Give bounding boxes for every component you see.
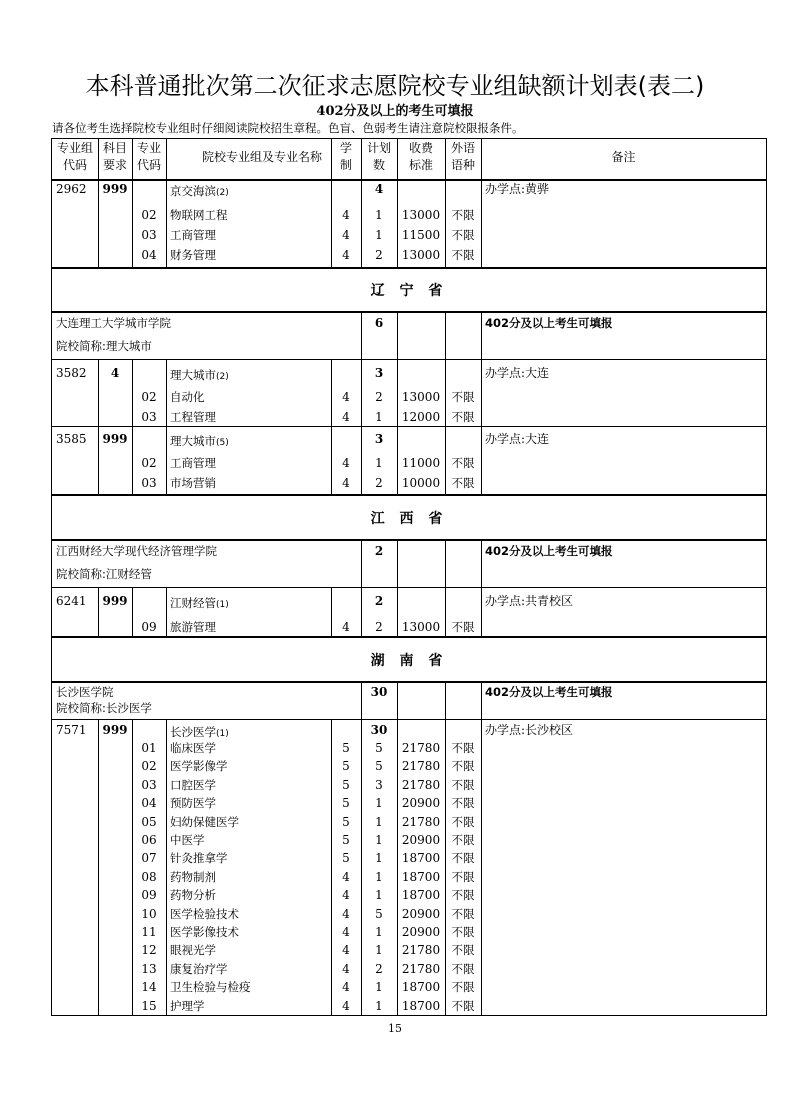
column-rule: [445, 587, 446, 636]
major-code: 03: [141, 476, 157, 490]
group-7571-code: 7571: [56, 723, 87, 737]
major-language: 不限: [451, 869, 475, 884]
major-plan: 1: [375, 410, 383, 424]
major-name: 预防医学: [170, 796, 216, 811]
notice-text: 请各位考生选择院校专业组时仔细阅读院校招生章程。色盲、色弱考生请注意院校限报条件。: [52, 121, 524, 135]
major-fee: 18700: [401, 980, 441, 995]
header-years: 学 制: [339, 141, 352, 172]
group-name-suffix: (1): [216, 729, 229, 739]
column-rule: [445, 359, 446, 426]
major-code: 02: [141, 208, 157, 222]
column-rule: [166, 359, 167, 426]
header-plan: 计划 数: [366, 141, 391, 172]
group-name-text: 长沙医学: [170, 725, 216, 739]
major-name: 财务管理: [170, 248, 216, 262]
group-3585-code: 3585: [56, 432, 87, 446]
major-plan: 2: [375, 248, 383, 262]
column-rule: [361, 426, 362, 494]
column-rule: [445, 681, 446, 719]
group-2962-note: 办学点:黄骅: [485, 182, 550, 196]
column-rule: [361, 539, 362, 587]
group-3585-note: 办学点:大连: [485, 432, 550, 446]
major-code: 08: [141, 869, 157, 884]
major-plan: 1: [375, 998, 383, 1013]
major-code: 15: [141, 998, 157, 1013]
page-subtitle: 402分及以上的考生可填报: [316, 104, 474, 119]
major-language: 不限: [451, 410, 475, 424]
header-name: 院校专业组及专业名称: [201, 150, 322, 164]
column-rule: [481, 311, 482, 359]
jiangxi-school-name: 江西财经大学现代经济管理学院: [56, 544, 217, 558]
column-rule: [481, 359, 482, 426]
major-code: 09: [141, 888, 157, 903]
major-code: 10: [141, 906, 157, 921]
major-name: 妇幼保健医学: [170, 814, 239, 829]
major-years: 5: [342, 814, 350, 829]
major-fee: 20900: [401, 925, 441, 939]
table-rule: [52, 267, 766, 269]
major-language: 不限: [451, 796, 475, 811]
major-code: 06: [141, 833, 157, 847]
column-rule: [397, 311, 398, 359]
table-rule: [52, 179, 766, 181]
column-rule: [397, 179, 398, 267]
group-name-text: 江财经管: [170, 596, 216, 610]
major-plan: 1: [375, 228, 383, 242]
major-name: 眼视光学: [170, 943, 216, 958]
major-years: 4: [342, 620, 350, 634]
major-fee: 21780: [401, 759, 441, 774]
major-fee: 13000: [401, 390, 441, 404]
major-code: 12: [141, 943, 157, 958]
group-3585-plan: 3: [374, 432, 384, 446]
major-plan: 2: [375, 620, 383, 634]
header-language: 外语 语种: [450, 141, 475, 172]
major-years: 4: [342, 925, 350, 939]
major-fee: 21780: [401, 961, 441, 976]
major-years: 4: [342, 998, 350, 1013]
column-rule: [166, 139, 167, 179]
major-fee: 21780: [401, 777, 441, 792]
group-6241-plan: 2: [374, 594, 384, 608]
major-fee: 20900: [401, 796, 441, 811]
column-rule: [166, 719, 167, 1016]
major-code: 02: [141, 456, 157, 470]
major-fee: 18700: [401, 851, 441, 866]
column-rule: [445, 311, 446, 359]
header-remarks: 备注: [611, 150, 636, 164]
table-rule: [52, 681, 766, 683]
column-rule: [445, 539, 446, 587]
dalian-school-plan: 6: [374, 316, 384, 330]
major-years: 5: [342, 833, 350, 847]
major-years: 4: [342, 961, 350, 976]
group-3582-code: 3582: [56, 366, 87, 380]
column-rule: [445, 719, 446, 1016]
major-plan: 1: [375, 851, 383, 866]
hunan-school-plan: 30: [370, 685, 388, 699]
major-code: 13: [141, 961, 157, 976]
major-name: 旅游管理: [170, 620, 216, 634]
jiangxi-school-note: 402分及以上考生可填报: [485, 544, 613, 558]
group-name-text: 理大城市: [170, 368, 216, 382]
major-code: 05: [141, 814, 157, 829]
column-rule: [397, 681, 398, 719]
major-language: 不限: [451, 943, 475, 958]
jiangxi-school-abbr: 院校简称:江财经管: [56, 567, 152, 581]
major-code: 03: [141, 777, 157, 792]
column-rule: [397, 587, 398, 636]
major-name: 工程管理: [170, 410, 216, 424]
dalian-school-name: 大连理工大学城市学院: [56, 316, 171, 330]
major-years: 4: [342, 943, 350, 958]
major-code: 03: [141, 410, 157, 424]
major-plan: 1: [375, 888, 383, 903]
column-rule: [397, 139, 398, 179]
column-rule: [361, 719, 362, 1016]
header-major-code: 专业 代码: [136, 141, 161, 172]
column-rule: [98, 179, 99, 267]
group-6241-name: [170, 595, 229, 613]
column-rule: [361, 179, 362, 267]
group-name-suffix: (5): [216, 438, 229, 448]
major-name: 护理学: [170, 998, 205, 1013]
major-language: 不限: [451, 925, 475, 939]
column-rule: [331, 426, 332, 494]
major-plan: 1: [375, 456, 383, 470]
major-plan: 5: [375, 741, 383, 755]
major-language: 不限: [451, 208, 475, 222]
column-rule: [98, 426, 99, 494]
column-rule: [132, 587, 133, 636]
major-name: 物联网工程: [170, 208, 228, 222]
dalian-school-abbr: 院校简称:理大城市: [56, 339, 152, 353]
major-years: 4: [342, 390, 350, 404]
group-2962-subject: 999: [102, 182, 128, 196]
column-rule: [361, 311, 362, 359]
column-rule: [361, 681, 362, 719]
table-rule: [52, 494, 766, 496]
group-name-text: 京交海滨: [170, 184, 216, 198]
column-rule: [132, 719, 133, 1016]
column-rule: [445, 179, 446, 267]
page-number: 15: [388, 1022, 402, 1035]
major-years: 5: [342, 851, 350, 866]
major-language: 不限: [451, 620, 475, 634]
column-rule: [481, 587, 482, 636]
column-rule: [98, 139, 99, 179]
major-name: 医学检验技术: [170, 906, 239, 921]
table-rule: [52, 587, 766, 588]
major-years: 4: [342, 248, 350, 262]
major-language: 不限: [451, 777, 475, 792]
group-name-suffix: (2): [216, 188, 229, 198]
header-fee: 收费 标准: [408, 141, 433, 172]
major-plan: 1: [375, 943, 383, 958]
major-years: 4: [342, 888, 350, 903]
column-rule: [166, 179, 167, 267]
major-language: 不限: [451, 476, 475, 490]
major-plan: 1: [375, 796, 383, 811]
group-2962-code: 2962: [56, 182, 87, 196]
major-years: 4: [342, 869, 350, 884]
group-6241-subject: 999: [102, 594, 128, 608]
major-years: 4: [342, 456, 350, 470]
major-fee: 20900: [401, 906, 441, 921]
major-language: 不限: [451, 998, 475, 1013]
major-fee: 13000: [401, 248, 441, 262]
major-name: 康复治疗学: [170, 961, 228, 976]
major-fee: 11000: [401, 456, 441, 470]
major-years: 4: [342, 228, 350, 242]
column-rule: [445, 426, 446, 494]
major-language: 不限: [451, 961, 475, 976]
table-rule: [52, 426, 766, 427]
major-fee: 20900: [401, 833, 441, 847]
column-rule: [98, 719, 99, 1016]
group-6241-code: 6241: [56, 594, 87, 608]
major-language: 不限: [451, 741, 475, 755]
major-name: 市场营销: [170, 476, 216, 490]
major-plan: 1: [375, 869, 383, 884]
major-fee: 18700: [401, 998, 441, 1013]
group-2962-plan: 4: [374, 182, 384, 196]
major-language: 不限: [451, 906, 475, 921]
major-years: 5: [342, 777, 350, 792]
group-7571-subject: 999: [102, 723, 128, 737]
group-7571-note: 办学点:长沙校区: [485, 723, 574, 737]
major-years: 5: [342, 759, 350, 774]
group-name-suffix: (1): [216, 600, 229, 610]
column-rule: [397, 359, 398, 426]
group-3585-name: [170, 433, 229, 451]
major-name: 中医学: [170, 833, 205, 847]
major-fee: 12000: [401, 410, 441, 424]
hunan-school-name: 长沙医学院: [56, 685, 114, 699]
major-fee: 10000: [401, 476, 441, 490]
major-years: 5: [342, 796, 350, 811]
major-language: 不限: [451, 759, 475, 774]
major-plan: 1: [375, 208, 383, 222]
group-3582-subject: 4: [110, 366, 120, 380]
major-fee: 13000: [401, 620, 441, 634]
group-7571-plan: 30: [370, 723, 388, 737]
group-3585-subject: 999: [102, 432, 128, 446]
column-rule: [397, 719, 398, 1016]
major-plan: 2: [375, 390, 383, 404]
major-years: 5: [342, 741, 350, 755]
major-name: 医学影像技术: [170, 925, 239, 939]
table-rule: [52, 359, 766, 360]
major-language: 不限: [451, 833, 475, 847]
major-name: 工商管理: [170, 228, 216, 242]
major-code: 01: [141, 741, 157, 755]
major-name: 自动化: [170, 390, 205, 404]
major-code: 04: [141, 796, 157, 811]
group-2962-name: [170, 183, 229, 201]
column-rule: [331, 587, 332, 636]
major-code: 02: [141, 759, 157, 774]
quota-table: [51, 138, 767, 1016]
group-name-suffix: (2): [216, 372, 229, 382]
dalian-school-note: 402分及以上考生可填报: [485, 316, 613, 330]
column-rule: [98, 359, 99, 426]
major-code: 03: [141, 228, 157, 242]
major-name: 药物制剂: [170, 869, 216, 884]
major-language: 不限: [451, 851, 475, 866]
major-plan: 5: [375, 906, 383, 921]
column-rule: [445, 139, 446, 179]
major-fee: 18700: [401, 869, 441, 884]
major-years: 4: [342, 476, 350, 490]
table-rule: [52, 636, 766, 638]
column-rule: [397, 539, 398, 587]
major-code: 02: [141, 390, 157, 404]
column-rule: [331, 359, 332, 426]
column-rule: [397, 426, 398, 494]
major-plan: 2: [375, 961, 383, 976]
province-heading: 湖 南 省: [370, 652, 448, 669]
column-rule: [361, 139, 362, 179]
major-years: 4: [342, 906, 350, 921]
column-rule: [481, 179, 482, 267]
group-3582-name: [170, 367, 229, 385]
major-years: 4: [342, 208, 350, 222]
column-rule: [132, 426, 133, 494]
major-name: 临床医学: [170, 741, 216, 755]
major-language: 不限: [451, 888, 475, 903]
column-rule: [132, 179, 133, 267]
column-rule: [166, 426, 167, 494]
major-years: 4: [342, 410, 350, 424]
province-heading: 江 西 省: [370, 510, 448, 527]
major-language: 不限: [451, 980, 475, 995]
column-rule: [481, 426, 482, 494]
major-plan: 5: [375, 759, 383, 774]
column-rule: [481, 681, 482, 719]
header-subject-req: 科目 要求: [102, 141, 127, 172]
major-name: 卫生检验与检疫: [170, 980, 251, 995]
column-rule: [481, 539, 482, 587]
major-plan: 1: [375, 980, 383, 995]
major-plan: 1: [375, 925, 383, 939]
column-rule: [331, 179, 332, 267]
column-rule: [132, 359, 133, 426]
major-fee: 21780: [401, 943, 441, 958]
column-rule: [166, 587, 167, 636]
column-rule: [361, 587, 362, 636]
major-code: 14: [141, 980, 157, 995]
table-rule: [52, 539, 766, 541]
major-language: 不限: [451, 814, 475, 829]
major-language: 不限: [451, 228, 475, 242]
hunan-school-abbr: 院校简称:长沙医学: [56, 701, 152, 715]
column-rule: [98, 587, 99, 636]
major-code: 07: [141, 851, 157, 866]
major-name: 口腔医学: [170, 777, 216, 792]
column-rule: [331, 719, 332, 1016]
major-name: 药物分析: [170, 888, 216, 903]
group-3582-plan: 3: [374, 366, 384, 380]
table-rule: [52, 311, 766, 313]
major-code: 09: [141, 620, 157, 634]
major-name: 针灸推拿学: [170, 851, 228, 866]
major-code: 11: [141, 925, 157, 939]
group-6241-note: 办学点:共青校区: [485, 594, 574, 608]
header-group-code: 专业组 代码: [56, 141, 93, 172]
major-name: 医学影像学: [170, 759, 228, 774]
column-rule: [481, 719, 482, 1016]
major-plan: 1: [375, 833, 383, 847]
major-fee: 21780: [401, 814, 441, 829]
major-fee: 18700: [401, 888, 441, 903]
major-years: 4: [342, 980, 350, 995]
major-language: 不限: [451, 248, 475, 262]
page-title: 本科普通批次第二次征求志愿院校专业组缺额计划表(表二): [85, 72, 705, 100]
major-name: 工商管理: [170, 456, 216, 470]
province-heading: 辽 宁 省: [370, 283, 448, 299]
major-language: 不限: [451, 456, 475, 470]
major-fee: 21780: [401, 741, 441, 755]
major-plan: 1: [375, 814, 383, 829]
major-plan: 2: [375, 476, 383, 490]
column-rule: [331, 139, 332, 179]
table-rule: [52, 719, 766, 720]
major-fee: 13000: [401, 208, 441, 222]
column-rule: [481, 139, 482, 179]
major-code: 04: [141, 248, 157, 262]
jiangxi-school-plan: 2: [374, 544, 384, 558]
major-language: 不限: [451, 390, 475, 404]
major-fee: 11500: [401, 228, 441, 242]
column-rule: [132, 139, 133, 179]
hunan-school-note: 402分及以上考生可填报: [485, 685, 613, 699]
column-rule: [361, 359, 362, 426]
major-plan: 3: [375, 777, 383, 792]
group-3582-note: 办学点:大连: [485, 366, 550, 380]
group-name-text: 理大城市: [170, 434, 216, 448]
